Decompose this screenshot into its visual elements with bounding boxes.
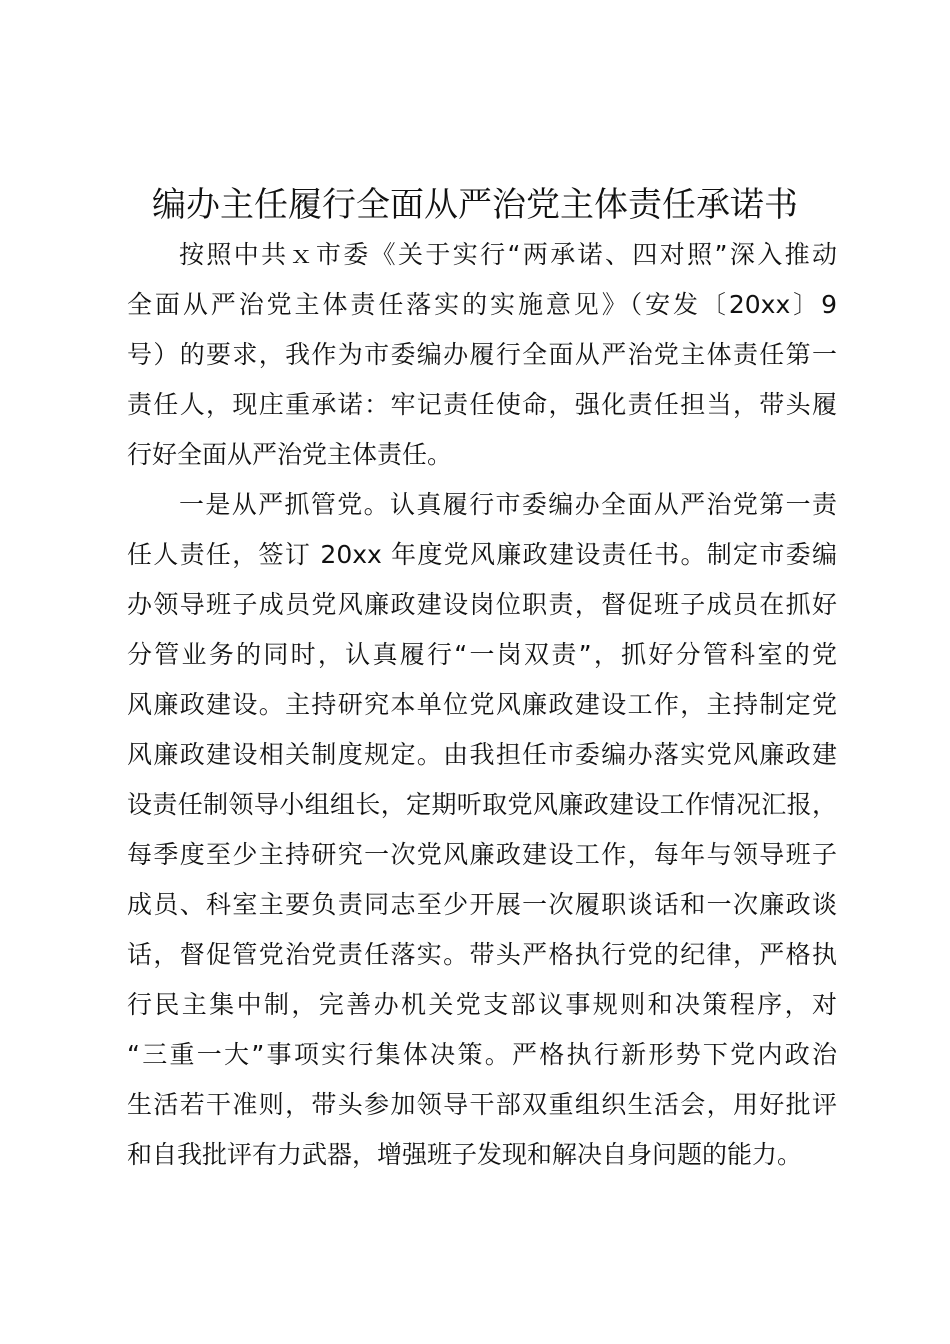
text-line: 风廉政建设相关制度规定。由我担任市委编办落实党风廉政建 (127, 740, 837, 769)
text-line: 分管业务的同时，认真履行“一岗双责”，抓好分管科室的党 (127, 640, 837, 669)
text-line: 全面从严治党主体责任落实的实施意见》（安发〔20xx〕9 (127, 290, 837, 319)
text-line: 责任人，现庄重承诺：牢记责任使命，强化责任担当，带头履 (127, 390, 837, 419)
text-line: 一是从严抓管党。认真履行市委编办全面从严治党第一责 (179, 490, 837, 519)
text-line: 任人责任，签订 20xx 年度党风廉政建设责任书。制定市委编 (127, 540, 837, 569)
text-line: 每季度至少主持研究一次党风廉政建设工作，每年与领导班子 (127, 840, 837, 869)
text-line: 成员、科室主要负责同志至少开展一次履职谈话和一次廉政谈 (127, 890, 837, 919)
paragraph-commitment-intro (127, 230, 837, 480)
text-line: 办领导班子成员党风廉政建设岗位职责，督促班子成员在抓好 (127, 590, 837, 619)
document-title: 编办主任履行全面从严治党主体责任承诺书 (152, 185, 798, 225)
text-line: 按照中共ｘ市委《关于实行“两承诺、四对照”深入推动 (179, 240, 837, 269)
text-line: 风廉政建设。主持研究本单位党风廉政建设工作，主持制定党 (127, 690, 837, 719)
paragraph-strict-party-management (127, 480, 837, 1180)
text-line: 号）的要求，我作为市委编办履行全面从严治党主体责任第一 (127, 340, 837, 369)
text-line: 设责任制领导小组组长，定期听取党风廉政建设工作情况汇报， (127, 790, 837, 819)
text-line: 话，督促管党治党责任落实。带头严格执行党的纪律，严格执 (127, 940, 837, 969)
text-line: “三重一大”事项实行集体决策。严格执行新形势下党内政治 (127, 1040, 837, 1069)
text-line: 和自我批评有力武器，增强班子发现和解决自身问题的能力。 (127, 1140, 803, 1169)
text-line: 生活若干准则，带头参加领导干部双重组织生活会，用好批评 (127, 1090, 837, 1119)
document-body (127, 230, 837, 1180)
text-line: 行好全面从严治党主体责任。 (127, 440, 453, 469)
text-line: 行民主集中制，完善办机关党支部议事规则和决策程序，对 (127, 990, 837, 1019)
